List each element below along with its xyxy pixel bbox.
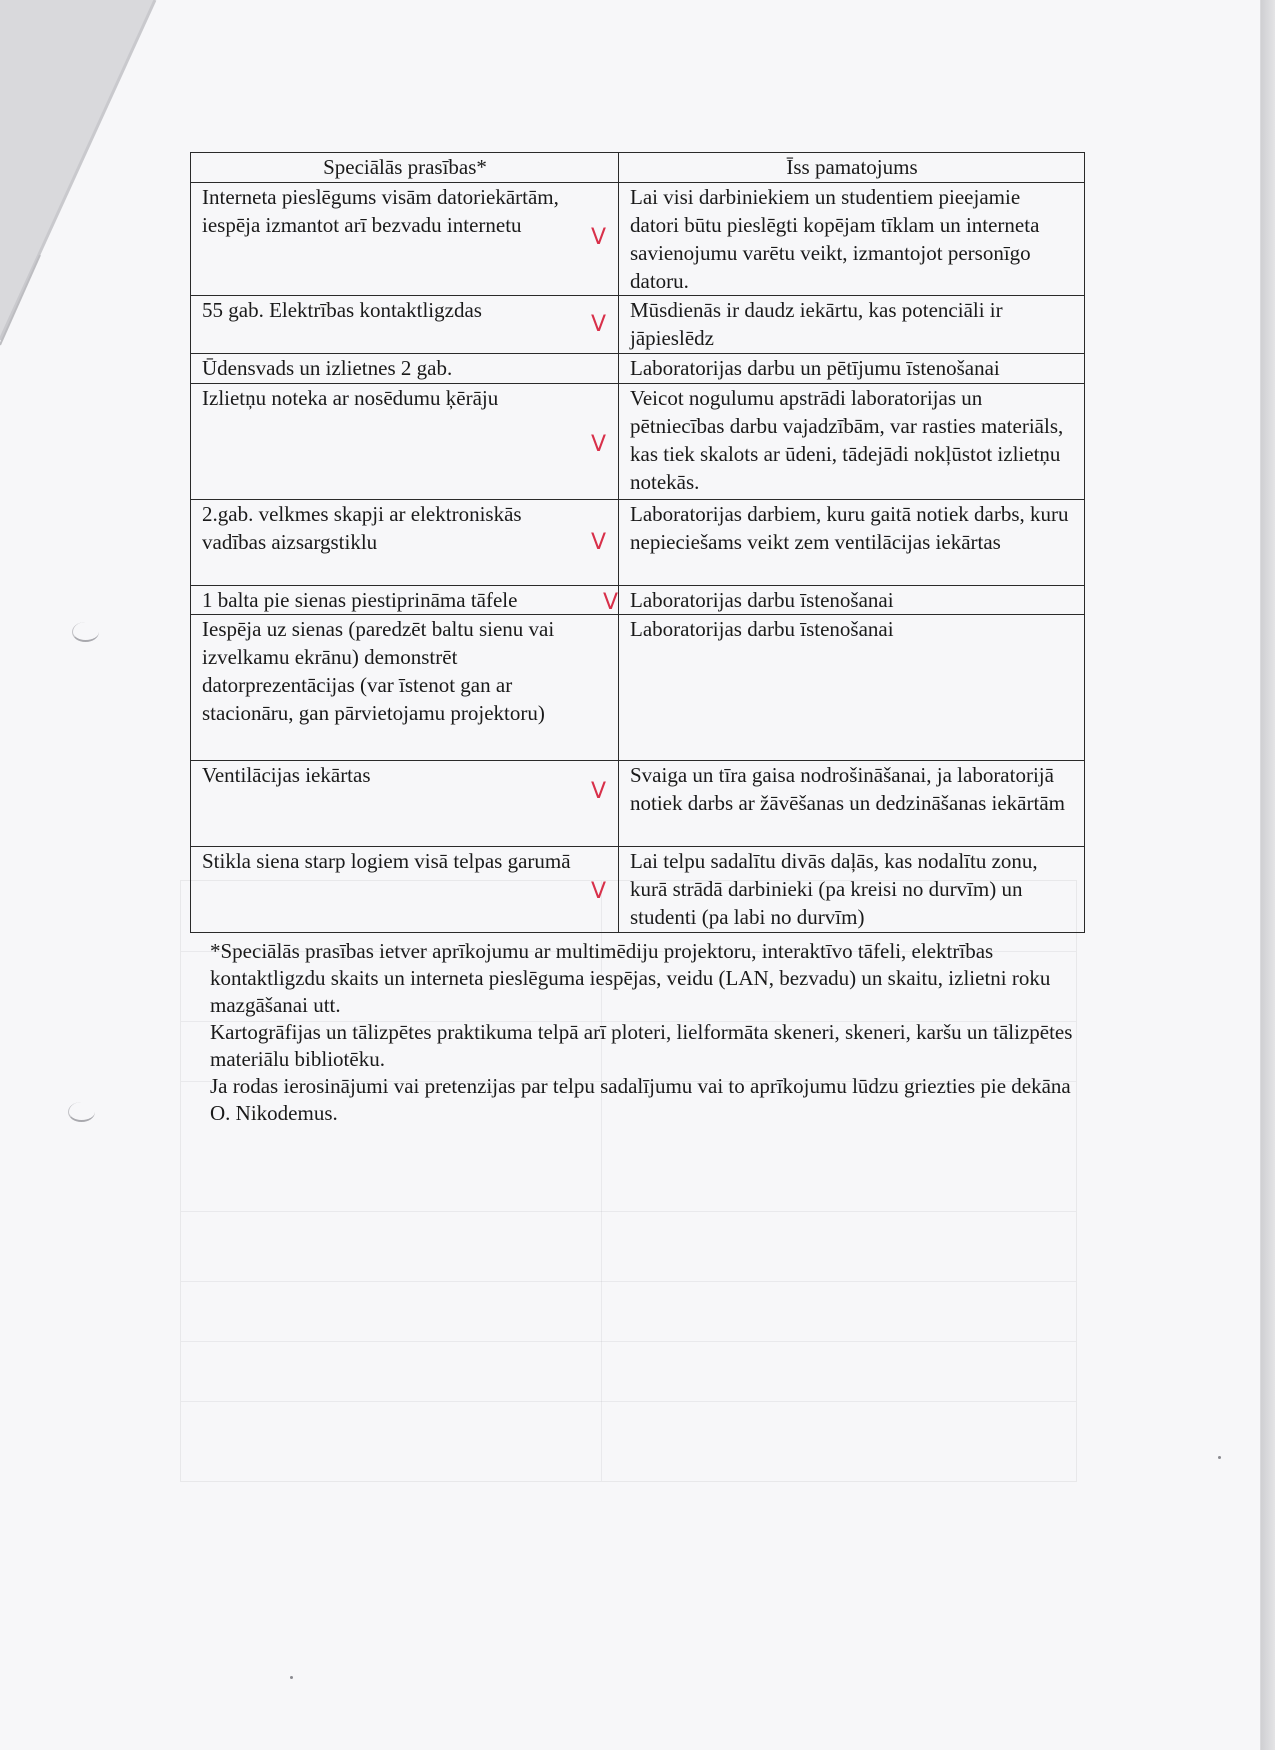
check-mark-icon: V — [590, 879, 606, 904]
table-row — [191, 761, 1085, 847]
footnote-cartography: Kartogrāfijas un tālizpētes praktikuma telpā arī ploteri, lielformāta skeneri, skeneri, karšu un tālizpētes materiālu bibliotēku. — [210, 1020, 1073, 1071]
check-mark-icon: V — [602, 590, 618, 615]
check-mark-icon: V — [590, 432, 606, 457]
justification-cell: Lai visi darbiniekiem un studentiem pieejamie datori būtu pieslēgti kopējam tīklam un interneta savienojumu varētu veikt, izmantojot personīgo datoru. — [619, 183, 1085, 296]
requirement-cell — [191, 847, 619, 933]
requirement-text: 1 balta pie sienas piestiprināma tāfele — [202, 588, 518, 612]
justification-cell: Svaiga un tīra gaisa nodrošināšanai, ja laboratorijā notiek darbs ar žāvēšanas un dedzināšanas iekārtām — [619, 761, 1085, 847]
requirement-cell — [191, 384, 619, 500]
column-header: Īss pamatojums — [619, 153, 1085, 183]
justification-cell: Laboratorijas darbu un pētījumu īstenošanai — [619, 354, 1085, 384]
table-row — [191, 384, 1085, 500]
requirement-cell — [191, 615, 619, 761]
requirement-text: Interneta pieslēgums visām datoriekārtām, iespēja izmantot arī bezvadu internetu — [202, 185, 559, 237]
check-mark-icon: V — [590, 530, 606, 555]
footnote-contact: Ja rodas ierosinājumi vai pretenzijas par telpu sadalījumu vai to aprīkojumu lūdzu griezties pie dekāna O. Nikodemus. — [210, 1074, 1071, 1125]
punch-hole-mark — [68, 1102, 95, 1122]
scan-speck — [1218, 1456, 1221, 1459]
requirement-text: Stikla siena starp logiem visā telpas garumā — [202, 849, 571, 873]
requirement-text: 2.gab. velkmes skapji ar elektroniskās vadības aizsargstiklu — [202, 502, 522, 554]
check-mark-icon: V — [590, 312, 606, 337]
requirement-cell — [191, 500, 619, 586]
requirement-text: 55 gab. Elektrības kontaktligzdas — [202, 298, 482, 322]
requirement-text: Izlietņu noteka ar nosēdumu ķērāju — [202, 386, 499, 410]
footnotes — [210, 938, 1080, 1127]
table-header-row — [191, 153, 1085, 183]
requirement-text: Ventilācijas iekārtas — [202, 763, 371, 787]
requirement-cell — [191, 183, 619, 296]
page-edge — [1261, 0, 1275, 1750]
justification-cell: Mūsdienās ir daudz iekārtu, kas potenciāli ir jāpieslēdz — [619, 296, 1085, 354]
requirement-text: Iespēja uz sienas (paredzēt baltu sienu vai izvelkamu ekrānu) demonstrēt datorprezentācijas (var īstenot gan ar stacionāru, gan pārvietojamu projektoru) — [202, 617, 555, 725]
justification-cell: Laboratorijas darbiem, kuru gaitā notiek darbs, kuru nepieciešams veikt zem ventilācijas iekārtas — [619, 500, 1085, 586]
justification-cell: Laboratorijas darbu īstenošanai — [619, 615, 1085, 761]
check-mark-icon: V — [590, 225, 606, 250]
justification-cell: Lai telpu sadalītu divās daļās, kas nodalītu zonu, kurā strādā darbinieki (pa kreisi no durvīm) un studenti (pa labi no durvīm) — [619, 847, 1085, 933]
table-row — [191, 354, 1085, 384]
requirement-cell — [191, 586, 619, 615]
column-header: Speciālās prasības* — [191, 153, 619, 183]
table-row — [191, 296, 1085, 354]
table-row — [191, 500, 1085, 586]
requirement-cell — [191, 761, 619, 847]
requirement-cell — [191, 354, 619, 384]
requirements-table — [190, 152, 1085, 933]
justification-cell: Veicot nogulumu apstrādi laboratorijas un pētniecības darbu vajadzībām, var rasties materiāls, kas tiek skalots ar ūdeni, tādejādi nokļūstot izlietņu notekās. — [619, 384, 1085, 500]
requirement-cell — [191, 296, 619, 354]
justification-cell: Laboratorijas darbu īstenošanai — [619, 586, 1085, 615]
footnote-special-requirements: *Speciālās prasības ietver aprīkojumu ar multimēdiju projektoru, interaktīvo tāfeli, elektrības kontaktligzdu skaits un interneta pieslēguma iespējas, veidu (LAN, bezvadu) un skaitu, izlietni roku mazgāšanai utt. — [210, 939, 1051, 1017]
table-row — [191, 615, 1085, 761]
punch-hole-mark — [72, 622, 99, 642]
table-row — [191, 183, 1085, 296]
check-mark-icon: V — [590, 779, 606, 804]
table-row — [191, 847, 1085, 933]
scan-speck — [290, 1676, 293, 1679]
table-row — [191, 586, 1085, 615]
requirement-text: Ūdensvads un izlietnes 2 gab. — [202, 356, 453, 380]
